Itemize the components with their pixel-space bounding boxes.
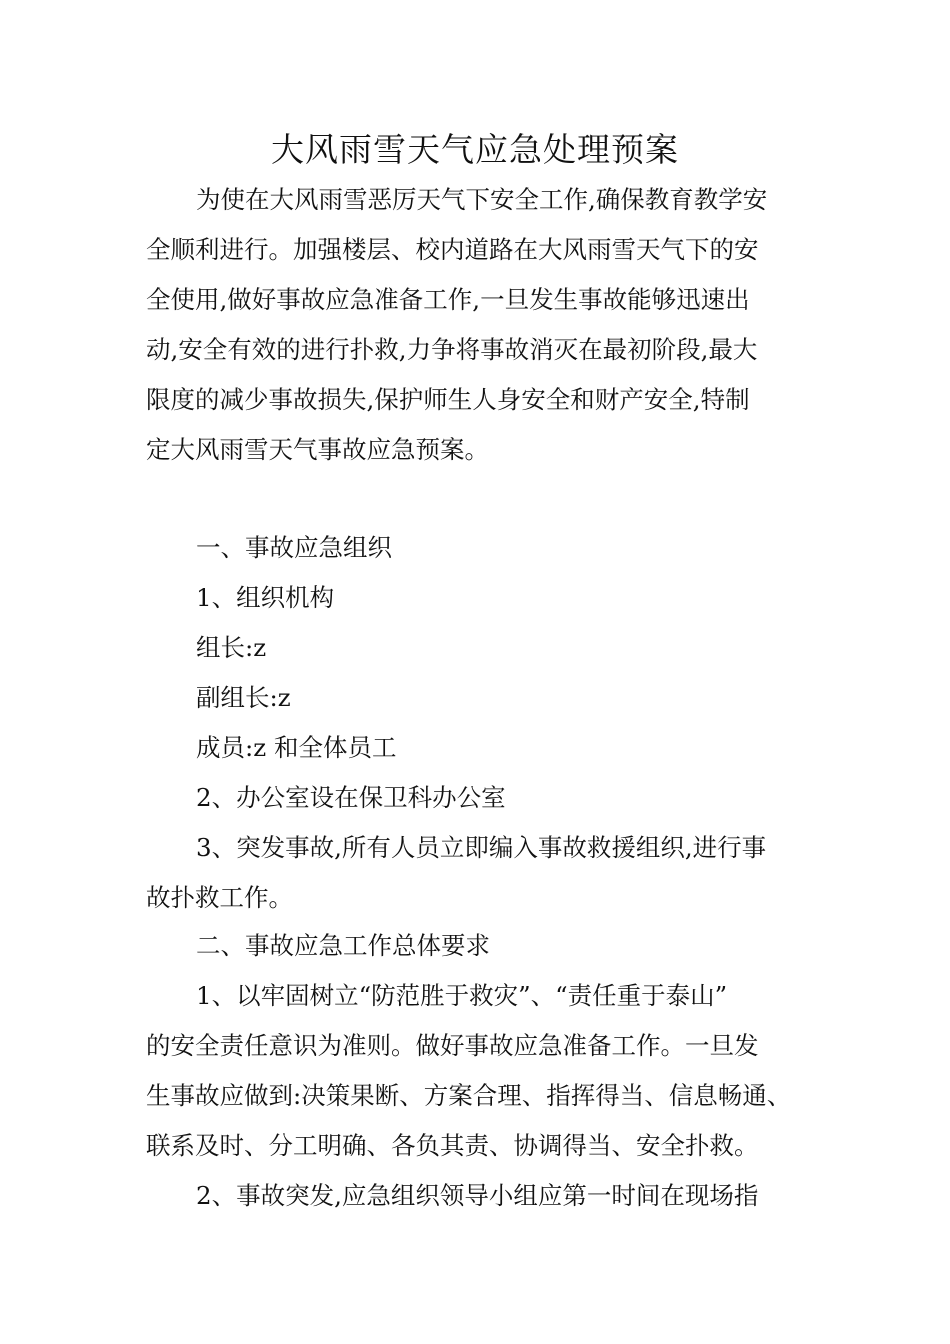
paragraph-line: 生事故应做到:决策果断、方案合理、指挥得当、信息畅通、 [146,1081,792,1110]
org-deputy-leader: 副组长:z [196,683,291,712]
list-item: 2、办公室设在保卫科办公室 [196,783,506,812]
document-title: 大风雨雪天气应急处理预案 [271,130,679,169]
paragraph-line: 全顺利进行。加强楼层、校内道路在大风雨雪天气下的安 [146,235,759,264]
paragraph-line: 的安全责任意识为准则。做好事故应急准备工作。一旦发 [146,1031,759,1060]
list-item: 2、事故突发,应急组织领导小组应第一时间在现场指 [196,1181,759,1210]
section-heading: 一、事故应急组织 [196,533,392,562]
subsection-heading: 1、组织机构 [196,583,335,612]
list-item: 1、以牢固树立“防范胜于救灾”、“责任重于泰山” [196,981,728,1010]
org-leader: 组长:z [196,633,267,662]
list-item: 3、突发事故,所有人员立即编入事故救援组织,进行事 [196,833,767,862]
paragraph-line: 动,安全有效的进行扑救,力争将事故消灭在最初阶段,最大 [146,335,758,364]
section-heading: 二、事故应急工作总体要求 [196,931,490,960]
paragraph-line: 全使用,做好事故应急准备工作,一旦发生事故能够迅速出 [146,285,750,314]
paragraph-line: 为使在大风雨雪恶厉天气下安全工作,确保教育教学安 [196,185,768,214]
paragraph-line: 故扑救工作。 [146,883,293,912]
paragraph-line: 定大风雨雪天气事故应急预案。 [146,435,489,464]
paragraph-line: 联系及时、分工明确、各负其责、协调得当、安全扑救。 [146,1131,759,1160]
paragraph-line: 限度的减少事故损失,保护师生人身安全和财产安全,特制 [146,385,750,414]
org-members: 成员:z 和全体员工 [196,733,397,762]
